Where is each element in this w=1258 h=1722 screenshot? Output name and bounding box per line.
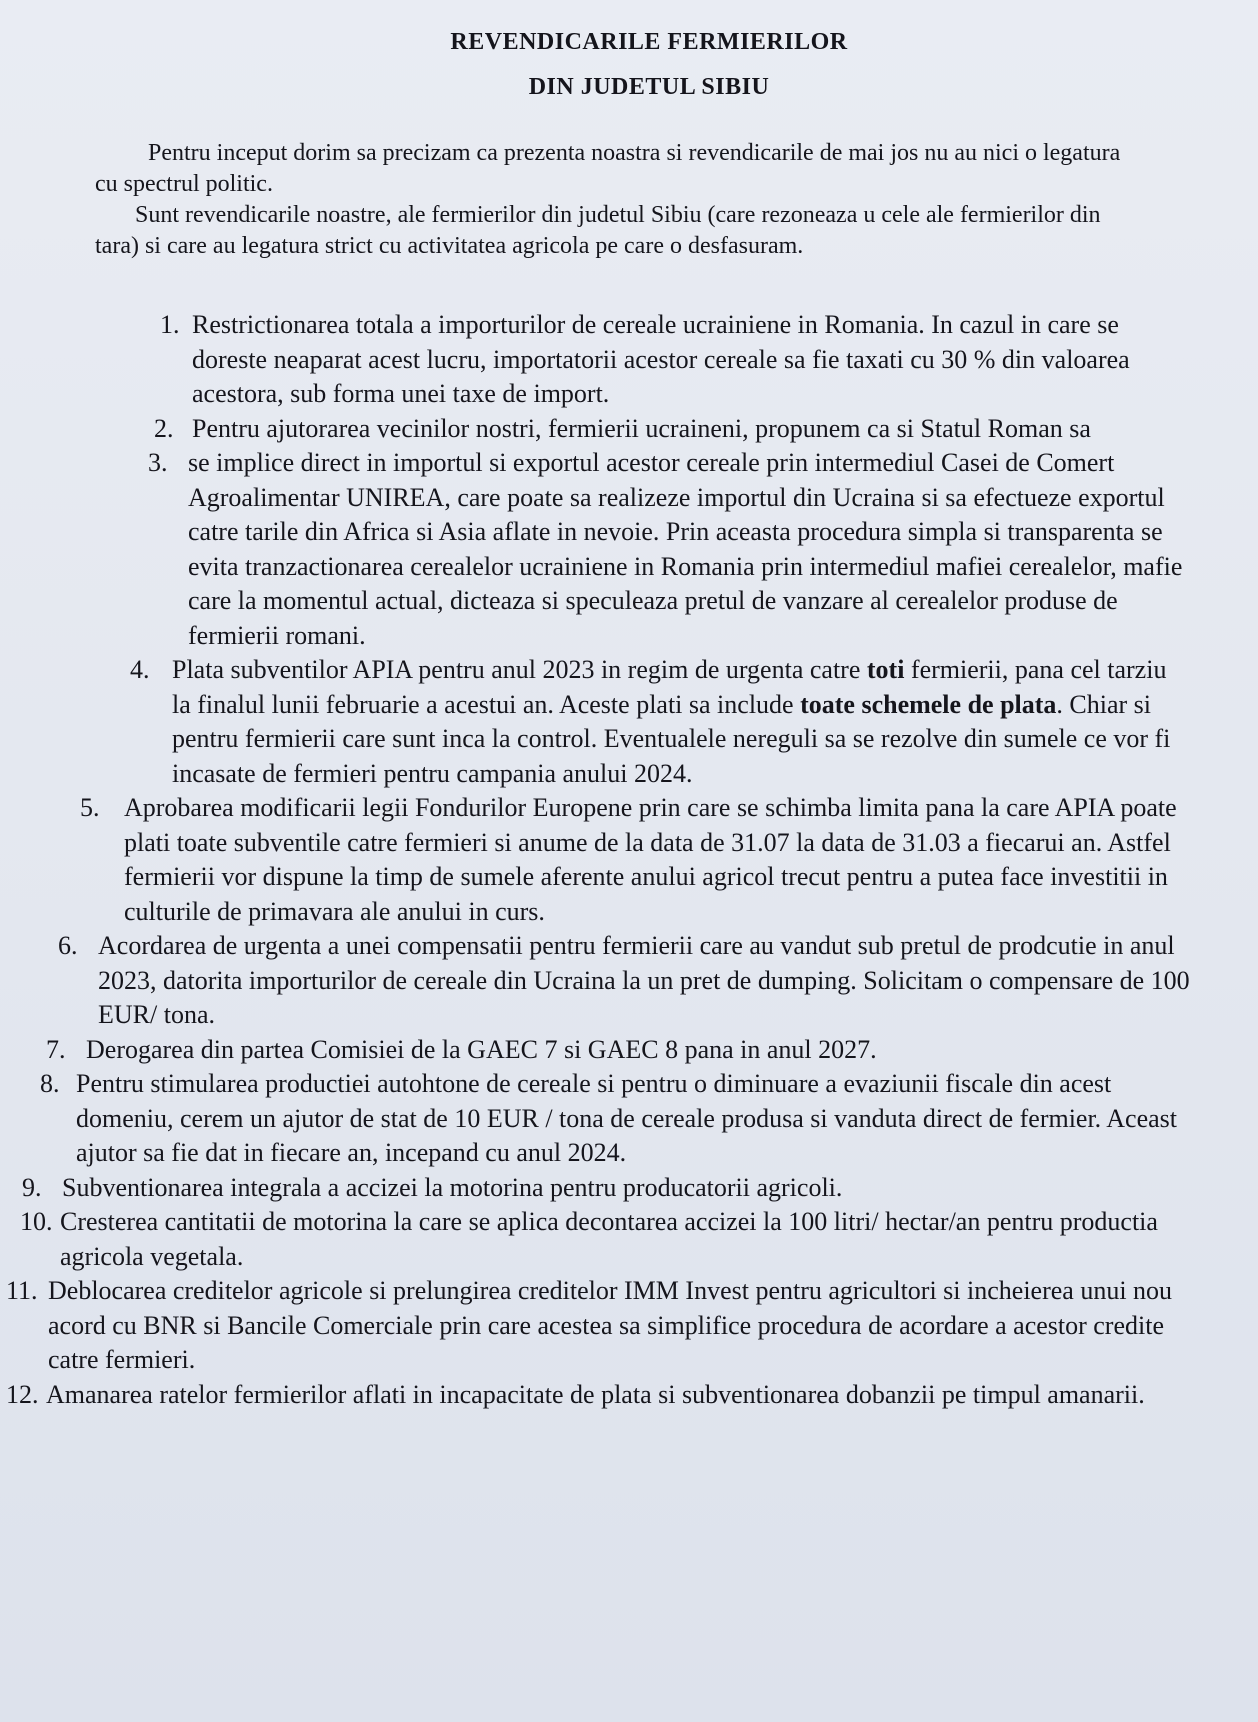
intro-paragraph-2: Sunt revendicarile noastre, ale fermierilor din judetul Sibiu (care rezoneaza u cele ale fermierilor din tara) si care au legatura strict cu activitatea agricola pe care o desfasuram. xyxy=(95,202,1101,259)
demand-text: se implice direct in importul si exportul acestor cereale prin intermediul Casei de Comert Agroalimentar UNIREA, care poate sa realizeze importul din Ucraina si sa efectueze exportul catre tarile din Africa si Asia aflate in nevoie. Prin aceasta procedura simpla si transparenta se evita tranzactionarea cerealelor ucrainiene in Romania prin intermediul mafiei cerealelor, mafie care la momentul actual, dicteaza si speculeaza pretul de vanzare al cerealelor produse de fermierii romani. xyxy=(188,448,1183,650)
demand-item-8 xyxy=(40,1067,1208,1171)
demand-text: Cresterea cantitatii de motorina la care se aplica decontarea accizei la 100 litri/ hectar/an pentru productia agricola vegetala. xyxy=(60,1207,1158,1271)
demand-item-10 xyxy=(20,1205,1208,1274)
demand-text: Pentru stimularea productiei autohtone de cereale si pentru o diminuare a evaziunii fiscale din acest domeniu, cerem un ajutor de stat de 10 EUR / tona de cereale produsa si vanduta direct de fermier. Aceast ajutor sa fie dat in fiecare an, incepand cu anul 2024. xyxy=(76,1069,1177,1167)
demand-text-part-2: fermierii, pana cel tarziu la finalul lunii februarie a acestui an. Aceste plati sa include xyxy=(172,655,1167,719)
demand-text: Amanarea ratelor fermierilor aflati in incapacitate de plata si subventionarea dobanzii pe timpul amanarii. xyxy=(46,1379,1145,1409)
demand-number: 2. xyxy=(154,413,174,443)
demand-text-bold-1: toti xyxy=(866,655,905,684)
demand-number: 3. xyxy=(148,448,168,477)
demand-item-7 xyxy=(46,1033,1198,1068)
demands-list xyxy=(6,308,1218,1412)
demand-number: 1. xyxy=(160,310,180,339)
demand-text-part-3: . Chiar si pentru fermierii care sunt inca la control. Eventualele nereguli sa se rezolve din sumele ce vor fi incasate de fermieri pentru campania anului 2024. xyxy=(172,689,1171,788)
demand-item-3 xyxy=(148,446,1188,653)
demand-text: Restrictionarea totala a importurilor de cereale ucrainiene in Romania. In cazul in care se doreste neaparat acest lucru, importatorii acestor cereale sa fie taxati cu 30 % din valoarea acestora, sub forma unei taxe de import. xyxy=(192,310,1130,408)
demand-number: 7. xyxy=(46,1034,66,1064)
demand-text: Derogarea din partea Comisiei de la GAEC 7 si GAEC 8 pana in anul 2027. xyxy=(86,1034,877,1064)
demand-text: Acordarea de urgenta a unei compensatii pentru fermierii care au vandut sub pretul de prodcutie in anul 2023, datorita importurilor de cereale din Ucraina la un pret de dumping. Solicitam o compensare de 100 EUR/ tona. xyxy=(98,931,1190,1029)
demand-item-6 xyxy=(58,929,1198,1033)
demand-item-12 xyxy=(6,1378,1218,1413)
demand-text: Aprobarea modificarii legii Fondurilor Europene prin care se schimba limita pana la care APIA poate plati toate subventile catre fermieri si anume de la data de 31.07 la data de 31.03 a fiecarui an. Astfel fermierii vor dispune la timp de sumele aferente anului agricol trecut pentru a putea face investitii in culturile de primavara ale anului in curs. xyxy=(124,793,1177,926)
demand-item-4 xyxy=(130,653,1188,791)
demand-text-bold-2: toate schemele de plata xyxy=(800,689,1057,719)
demand-item-11 xyxy=(6,1274,1218,1378)
document-title xyxy=(80,20,1218,110)
demand-text-part-1: Plata subventilor APIA pentru anul 2023 in regim de urgenta catre xyxy=(172,655,867,684)
demand-item-1 xyxy=(160,308,1188,412)
demand-item-2 xyxy=(154,412,1188,447)
title-line-2: DIN JUDETUL SIBIU xyxy=(528,74,770,100)
demand-item-9 xyxy=(22,1171,1208,1206)
demand-number: 9. xyxy=(22,1172,42,1202)
demand-number: 12. xyxy=(6,1379,39,1409)
demand-text: Subventionarea integrala a accizei la motorina pentru producatorii agricoli. xyxy=(62,1172,843,1202)
demand-text: Deblocarea creditelor agricole si prelungirea creditelor IMM Invest pentru agricultori si incheierea unui nou acord cu BNR si Bancile Comerciale prin care acestea sa simplifice procedura de acordare a acestor credite catre fermieri. xyxy=(48,1276,1173,1374)
demand-number: 8. xyxy=(40,1069,60,1098)
demand-item-5 xyxy=(80,791,1188,929)
demand-number: 5. xyxy=(80,793,100,822)
demand-number: 6. xyxy=(58,931,78,960)
demand-number: 11. xyxy=(6,1276,38,1305)
title-line-1: REVENDICARILE FERMIERILOR xyxy=(450,29,848,55)
demand-text: Pentru ajutorarea vecinilor nostri, fermierii ucraineni, propunem ca si Statul Roman sa xyxy=(192,413,1091,443)
demand-number: 10. xyxy=(20,1207,53,1236)
demand-number: 4. xyxy=(130,655,150,684)
intro-paragraph-1: Pentru inceput dorim sa precizam ca prezenta noastra si revendicarile de mai jos nu au nici o legatura cu spectrul politic. xyxy=(95,140,1121,197)
